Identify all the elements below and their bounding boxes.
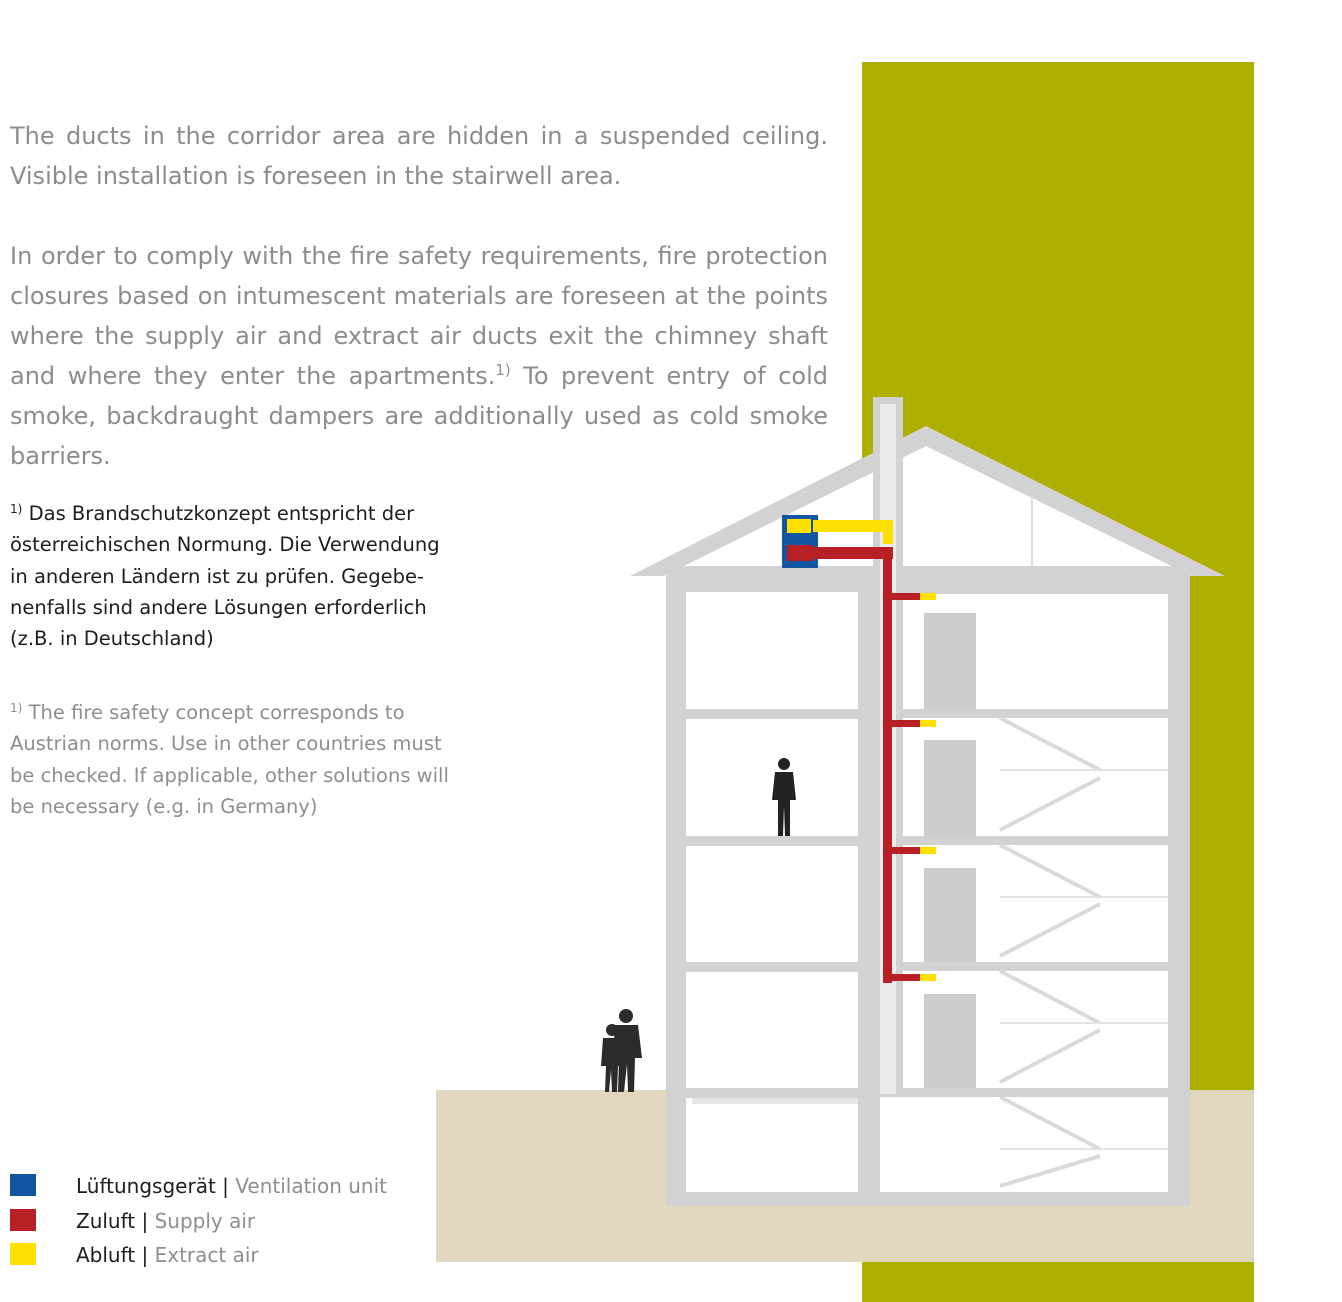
legend-label-en: Ventilation unit — [235, 1174, 388, 1198]
ventilation-unit-red — [787, 545, 813, 561]
legend-label-de: Abluft — [76, 1243, 136, 1267]
footnote-german-text: Das Brandschutzkonzept entspricht der österreichischen Normung. Die Verwendung in anderen Ländern ist zu prüfen. Gegebe-nenfalls sind andere Lösungen erforderlich (z.B. in Deutschland) — [10, 502, 440, 651]
legend-label-en: Supply air — [154, 1208, 256, 1233]
people-figures — [601, 1009, 642, 1092]
outer-wall-left — [666, 566, 686, 1206]
footnote-english-marker: 1) — [10, 700, 23, 715]
legend-separator: | — [141, 1208, 149, 1233]
footnote-german-marker: 1) — [10, 501, 23, 516]
legend-swatch-supply-air — [10, 1209, 36, 1231]
ventilation-unit-yellow — [787, 519, 811, 533]
legend-label-de: Zuluft — [76, 1208, 136, 1233]
legend-separator: | — [141, 1243, 149, 1267]
basement-divider — [692, 1098, 858, 1104]
footnote-reference: 1) — [495, 361, 511, 380]
legend-separator: | — [222, 1174, 229, 1198]
legend-swatch-extract-air — [10, 1243, 36, 1265]
extract-air-duct-drop — [883, 520, 893, 544]
extract-air-duct-attic — [813, 520, 893, 532]
supply-air-riser — [883, 547, 892, 983]
legend-label-en: Extract air — [154, 1243, 259, 1267]
paragraph-fire-safety-text-b: To prevent entry of cold smoke, backdraught dampers are additionally used as cold smoke barriers. — [10, 362, 829, 470]
outer-wall-right — [1168, 566, 1190, 1206]
foundation-slab — [666, 1192, 1190, 1206]
footnote-german — [10, 498, 450, 654]
legend-swatch-ventilation-unit — [10, 1174, 36, 1196]
legend-label-de: Lüftungsgerät — [76, 1174, 216, 1198]
supply-air-duct-attic — [813, 547, 893, 559]
paragraph-fire-safety-text-a: In order to comply with the fire safety requirements, fire protection closures based on intumescent materials are foreseen at the points where the supply air and extract air ducts exit the chimney shaft and where they enter the apartments. — [10, 242, 828, 390]
footnote-english — [10, 697, 450, 822]
paragraph-ducts: The ducts in the corridor area are hidden in a suspended ceiling. Visible installation is foreseen in the stairwell area. — [10, 122, 828, 190]
paragraph-fire-safety — [10, 236, 828, 476]
footnote-english-text: The fire safety concept corresponds to Austrian norms. Use in other countries must be checked. If applicable, other solutions will be necessary (e.g. in Germany) — [10, 701, 449, 818]
